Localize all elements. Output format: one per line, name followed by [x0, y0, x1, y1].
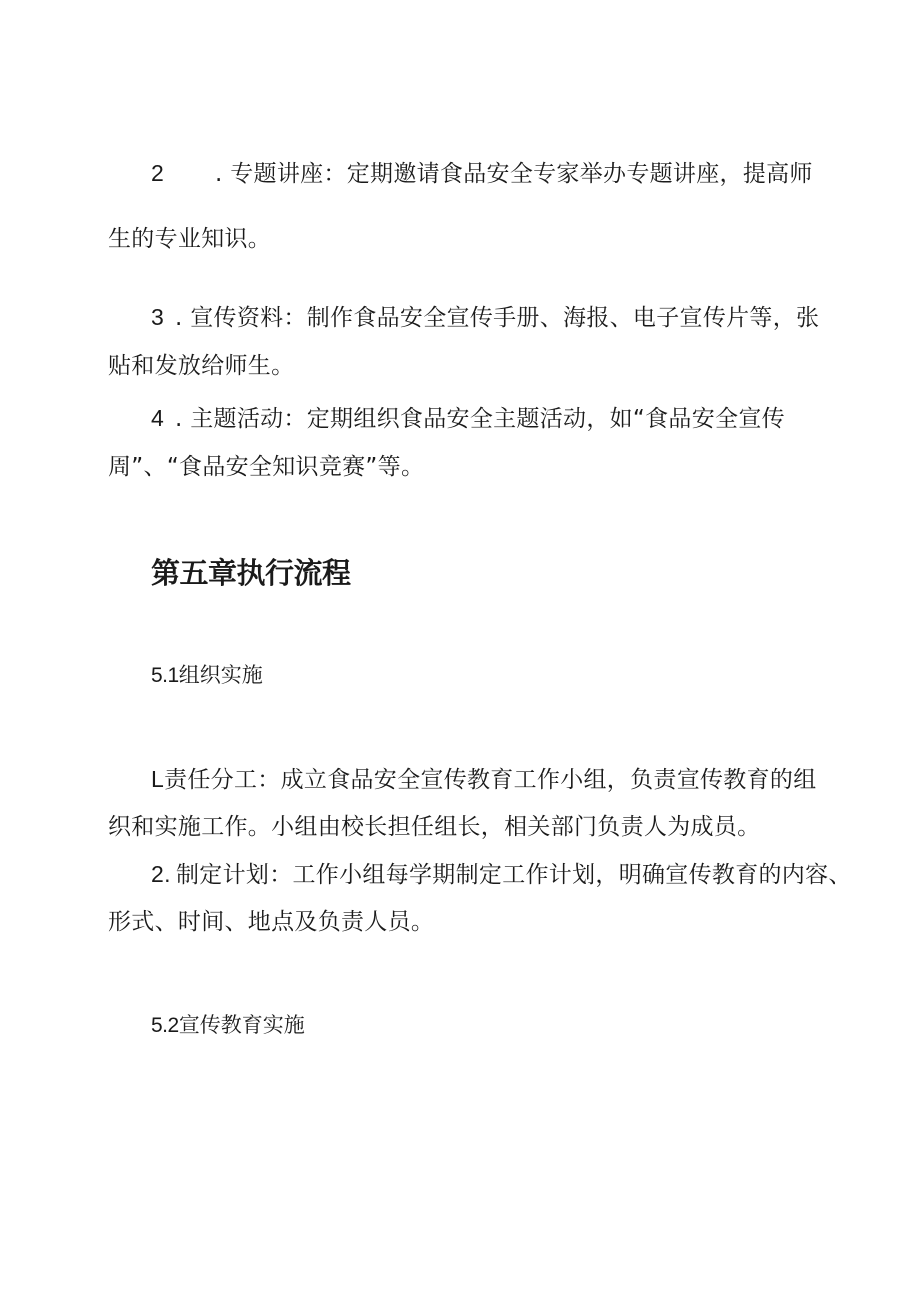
section-5-2-heading: [151, 1011, 305, 1040]
list-item-2-line-1: [151, 158, 813, 189]
section-title: 组织实施: [178, 663, 263, 687]
list-item-3-line-1: [151, 302, 819, 333]
section-5-1-item-1-line-1: [151, 764, 817, 795]
section-5-1-heading: [151, 661, 263, 690]
list-item-text: 责任分工：成立食品安全宣传教育工作小组，负责宣传教育的组: [164, 767, 817, 793]
chapter-title: 第五章执行流程: [151, 556, 351, 590]
section-title: 宣传教育实施: [178, 1013, 305, 1037]
list-item-number: L: [151, 766, 165, 792]
list-item-text: . 专题讲座：定期邀请食品安全专家举办专题讲座，提高师: [215, 161, 813, 187]
list-item-text: . 主题活动：定期组织食品安全主题活动，如“食品安全宣传: [175, 406, 785, 432]
section-5-1-item-2-line-1: [151, 859, 852, 890]
list-item-4-line-1: [151, 403, 785, 434]
section-5-1-item-2-line-2: 形式、时间、地点及负责人员。: [108, 909, 435, 935]
section-number: 5.1: [151, 664, 179, 687]
list-item-number: 3: [151, 304, 165, 330]
list-item-3-line-2: 贴和发放给师生。: [108, 353, 295, 379]
list-item-text: 制定计划：工作小组每学期制定工作计划，明确宣传教育的内容、: [176, 862, 852, 888]
list-item-number: 2: [151, 160, 165, 186]
list-item-number: 2.: [151, 861, 171, 887]
section-5-1-item-1-line-2: 织和实施工作。小组由校长担任组长，相关部门负责人为成员。: [108, 814, 761, 840]
list-item-2-line-2: 生的专业知识。: [108, 226, 272, 252]
list-item-number: 4: [151, 405, 165, 431]
section-number: 5.2: [151, 1014, 179, 1037]
list-item-text: . 宣传资料：制作食品安全宣传手册、海报、电子宣传片等，张: [175, 305, 820, 331]
list-item-4-line-2: 周”、“食品安全知识竞赛”等。: [108, 454, 425, 480]
